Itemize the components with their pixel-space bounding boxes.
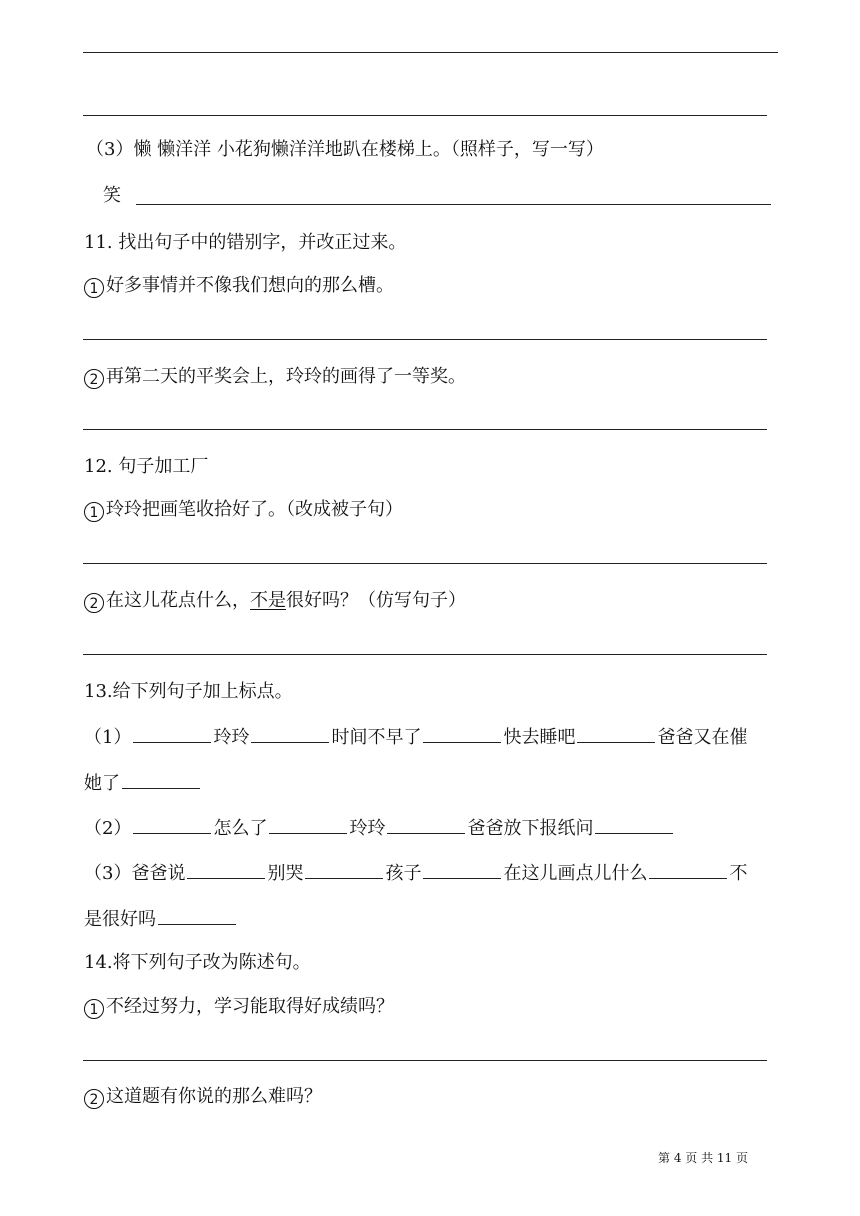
page-number: 第 4 页 共 11 页 xyxy=(658,1151,748,1165)
punctuation-blank[interactable] xyxy=(251,724,329,743)
punctuation-blank[interactable] xyxy=(305,860,383,879)
question-14-item-2 xyxy=(84,1085,322,1109)
question-10-3-word: 笑 xyxy=(103,185,121,206)
punctuation-blank[interactable] xyxy=(595,815,673,834)
punctuation-blank[interactable] xyxy=(187,860,265,879)
circled-number: 2 xyxy=(84,369,104,389)
punctuation-blank[interactable] xyxy=(577,724,655,743)
punctuation-blank[interactable] xyxy=(269,815,347,834)
punctuation-blank[interactable] xyxy=(387,815,465,834)
question-12-item-2 xyxy=(84,589,466,613)
question-11-title: 11. 找出句子中的错别字，并改正过来。 xyxy=(84,232,407,253)
circled-number: 1 xyxy=(84,999,104,1019)
punctuation-blank[interactable] xyxy=(158,906,236,925)
punctuation-blank[interactable] xyxy=(133,815,211,834)
punctuation-blank[interactable] xyxy=(423,724,501,743)
answer-line xyxy=(83,654,767,655)
underlined-text: 不是 xyxy=(250,590,286,611)
answer-line xyxy=(83,1060,767,1061)
question-14-title: 14.将下列句子改为陈述句。 xyxy=(84,952,311,973)
circled-number: 1 xyxy=(84,502,104,522)
question-13-title: 13.给下列句子加上标点。 xyxy=(84,681,293,702)
question-13-line-3: （3）爸爸说 别哭 孩子 在这儿画点儿什么 不 xyxy=(84,860,747,886)
question-12-title: 12. 句子加工厂 xyxy=(84,456,209,477)
answer-line xyxy=(83,563,767,564)
punctuation-blank[interactable] xyxy=(133,724,211,743)
item-text: 在这儿花点什么， xyxy=(106,590,250,611)
answer-line xyxy=(136,204,771,205)
question-11-item-1 xyxy=(84,274,394,298)
circled-number: 2 xyxy=(84,593,104,613)
answer-line xyxy=(83,339,767,340)
question-12-item-1 xyxy=(84,498,403,522)
punctuation-blank[interactable] xyxy=(649,860,727,879)
question-13-line-1: （1） 玲玲 时间不早了 快去睡吧 爸爸又在催 xyxy=(84,724,747,750)
item-text: 玲玲把画笔收拾好了。（改成被子句） xyxy=(106,499,403,520)
answer-line xyxy=(83,52,778,53)
question-13-line-1-cont: 她了 xyxy=(84,770,202,796)
item-text: 很好吗？（仿写句子） xyxy=(286,590,466,611)
punctuation-blank[interactable] xyxy=(122,770,200,789)
question-11-item-2 xyxy=(84,365,466,389)
question-13-line-2: （2） 怎么了 玲玲 爸爸放下报纸问 xyxy=(84,815,675,841)
circled-number: 2 xyxy=(84,1089,104,1109)
question-13-line-3-cont: 是很好吗 xyxy=(84,906,238,932)
question-10-3-text: （3）懒 懒洋洋 小花狗懒洋洋地趴在楼梯上。（照样子，写一写） xyxy=(86,139,604,160)
punctuation-blank[interactable] xyxy=(423,860,501,879)
item-text: 再第二天的平奖会上，玲玲的画得了一等奖。 xyxy=(106,366,466,387)
item-text: 不经过努力，学习能取得好成绩吗？ xyxy=(106,996,394,1017)
answer-line xyxy=(83,429,767,430)
item-text: 好多事情并不像我们想向的那么槽。 xyxy=(106,275,394,296)
question-14-item-1 xyxy=(84,995,394,1019)
answer-line xyxy=(83,115,767,116)
item-text: 这道题有你说的那么难吗？ xyxy=(106,1086,322,1107)
circled-number: 1 xyxy=(84,278,104,298)
